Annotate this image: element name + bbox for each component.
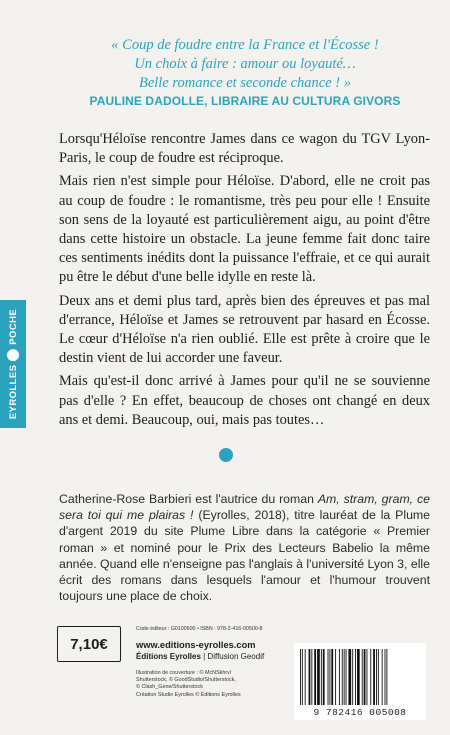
credit-line: © Clash_Gene/Shutterstock	[136, 684, 203, 691]
publisher-website: www.editions-eyrolles.com	[136, 640, 256, 650]
distributor: | Diffusion Geodif	[200, 652, 265, 661]
blurb-paragraph: Lorsqu'Héloïse rencontre James dans ce wagon du TGV Lyon-Paris, le coup de foudre est réciproque.	[59, 131, 430, 167]
isbn-code-line: Code éditeur : G0100500 • ISBN : 978-2-416-00500-8	[136, 626, 263, 632]
bio-text-start: Catherine-Rose Barbieri est l'autrice du roman	[59, 492, 318, 506]
barcode	[294, 643, 426, 720]
bio-book-title: Am, stram, gram, ce sera toi qui me plairas !	[59, 492, 430, 523]
blurb-paragraph: Mais rien n'est simple pour Héloïse. D'abord, elle ne croit pas au coup de foudre : le romantisme, très peu pour elle ! Ensuite son sens de la loyauté est particulièrement aigu, au point d'être dans cette histoire un obstacle. La jeune femme fait donc taire ces sentiments inédits dont la puissance l'effraie, et ce qui aurait pu être le début d'une belle idylle en reste là.	[59, 173, 430, 286]
barcode-bars-icon	[300, 649, 420, 705]
review-quote	[60, 36, 430, 93]
quote-author: PAULINE DADOLLE, LIBRAIRE AU CULTURA GIVORS	[89, 94, 401, 108]
quote-line: Belle romance et seconde chance ! »	[138, 75, 352, 91]
collection-dot-icon	[7, 349, 19, 361]
credit-line: Illustration de couverture : © McNSkhrv/	[136, 670, 232, 676]
publisher-line	[136, 652, 264, 661]
collection-tab	[0, 300, 26, 428]
blurb	[59, 130, 430, 434]
credit-line: Shutterstock, © GoodStudio/Shutterstock,	[136, 677, 236, 684]
quote-line: « Coup de foudre entre la France et l'Écosse !	[111, 37, 379, 53]
blurb-paragraph: Deux ans et demi plus tard, après bien des épreuves et pas mal d'errance, Héloïse et James se retrouvent par hasard en Écosse. Le cœur d'Héloïse n'a rien oublié. Elle est prête à croire que le destin vient de lui accorder une faveur.	[59, 292, 430, 367]
collection-name: POCHE	[7, 308, 19, 345]
collection-publisher: EYROLLES	[7, 364, 19, 420]
bio-text-end: (Eyrolles, 2018), titre lauréat de la Plume d'argent 2019 du site Plume Libre dans la catégorie « Premier roman » et nominé pour le Prix des Lecteurs Babelio la même année. Quand elle n'enseigne pas l'anglais à l'université Lyon 3, elle écrit des romans dans lesquels l'amour et l'humour trouvent toujours une place de choix.	[59, 508, 431, 604]
image-credits	[136, 670, 276, 699]
price-label: 7,10€	[57, 626, 121, 662]
barcode-number: 9 782416 005008	[313, 707, 407, 718]
publisher-name: Éditions Eyrolles	[136, 652, 201, 661]
credit-line: Création Studio Eyrolles © Éditions Eyrolles	[136, 691, 241, 698]
quote-line: Un choix à faire : amour ou loyauté…	[134, 56, 356, 72]
blurb-paragraph: Mais qu'est-il donc arrivé à James pour qu'il ne se souvienne pas d'elle ? En effet, beaucoup de choses ont changé en deux ans et demi. Beaucoup, oui, mais pas toutes…	[59, 373, 430, 428]
separator-dot	[219, 448, 233, 462]
author-bio	[59, 491, 430, 604]
